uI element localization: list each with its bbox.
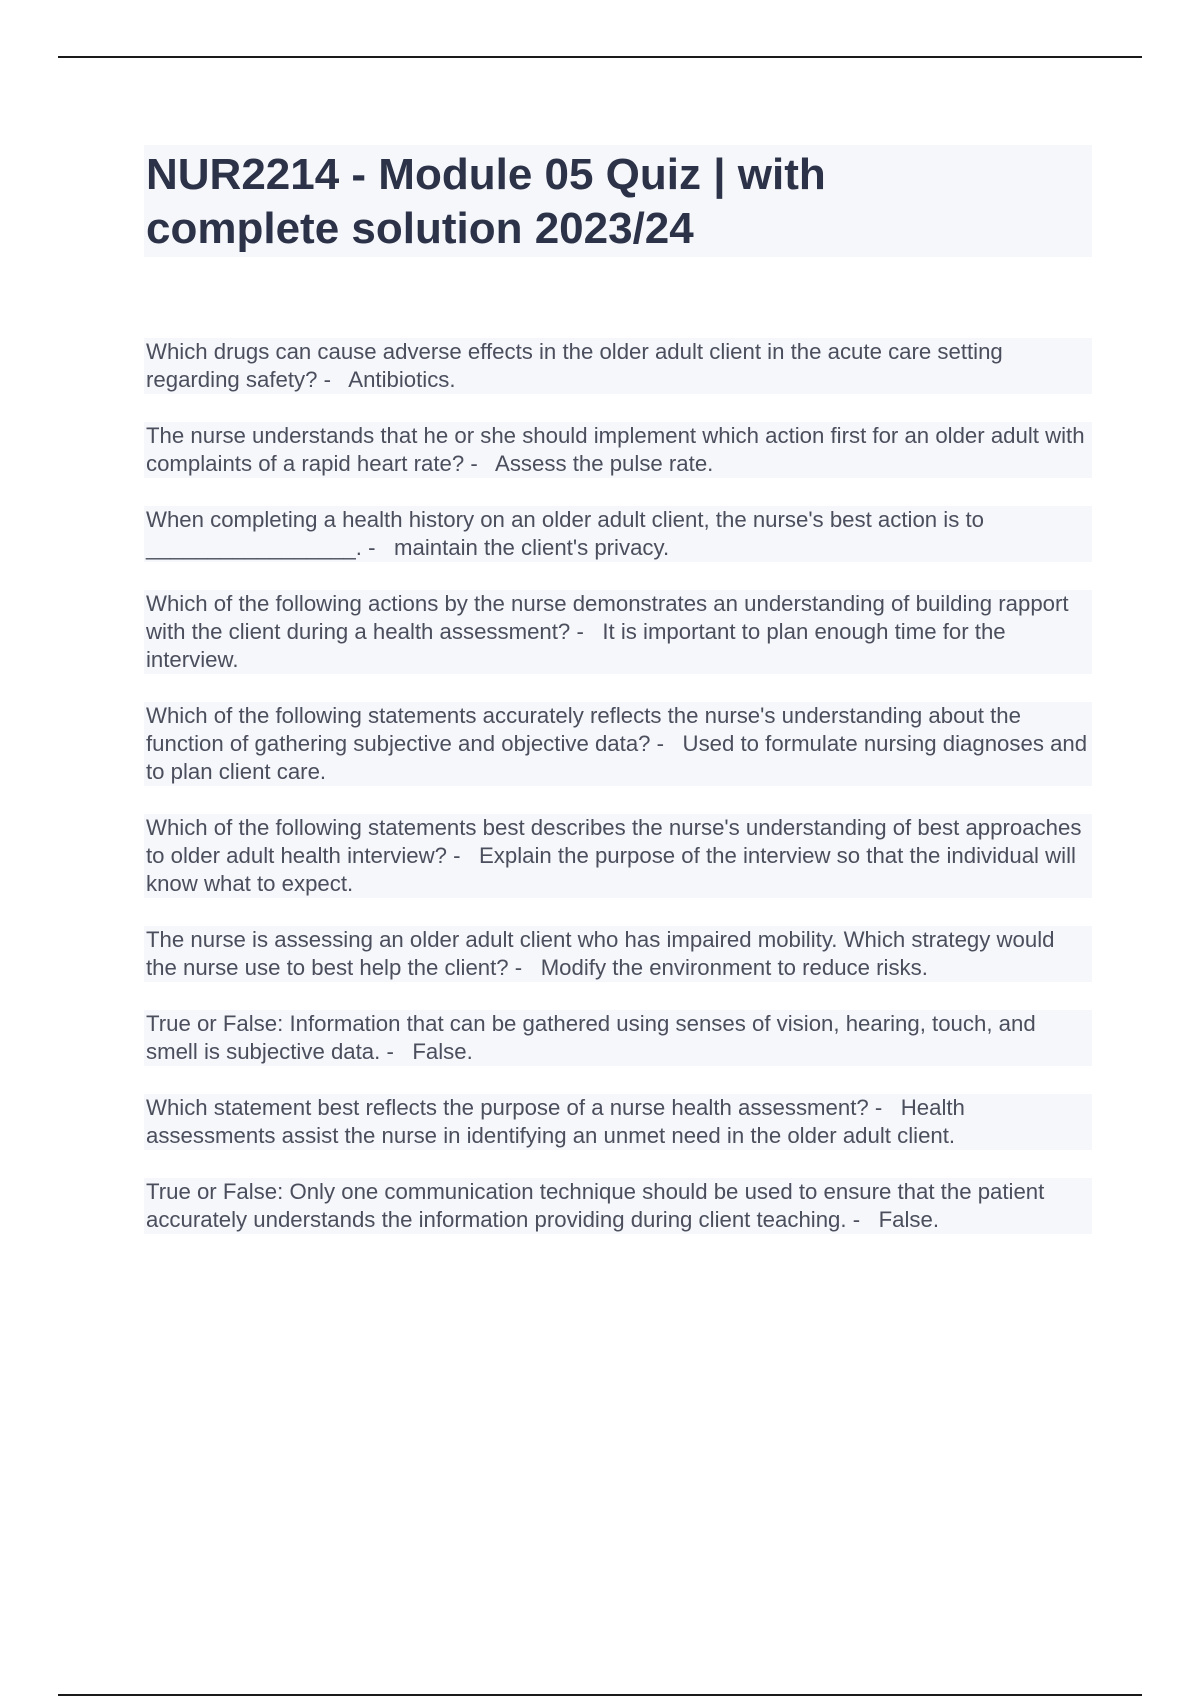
title-line-2: complete solution 2023/24 bbox=[146, 204, 694, 253]
qa-item: Which statement best reflects the purpose of a nurse health assessment? - Health assessments assist the nurse in identifying an unmet need in the older adult client. bbox=[144, 1094, 1092, 1150]
page-title bbox=[146, 145, 1092, 256]
answer-text: Used to formulate nursing diagnoses and to plan client care. bbox=[146, 731, 1088, 784]
question-text: Which of the following statements best describes the nurse's understanding of best approaches to older adult health interview? bbox=[146, 815, 1082, 868]
answer-text: Antibiotics. bbox=[348, 367, 456, 392]
answer-text: It is important to plan enough time for the interview. bbox=[146, 619, 1006, 672]
question-text: True or False: Information that can be gathered using senses of vision, hearing, touch, and smell is subjective data. bbox=[146, 1011, 1036, 1064]
answer-text: False. bbox=[878, 1207, 940, 1232]
qa-item: Which drugs can cause adverse effects in the older adult client in the acute care setting regarding safety? - Antibiotics. bbox=[144, 338, 1092, 394]
qa-item: The nurse is assessing an older adult client who has impaired mobility. Which strategy would the nurse use to best help the client? - Modify the environment to reduce risks. bbox=[144, 926, 1092, 982]
answer-text: Modify the environment to reduce risks. bbox=[540, 955, 928, 980]
qa-list bbox=[144, 338, 1092, 1262]
qa-item: True or False: Information that can be gathered using senses of vision, hearing, touch, and smell is subjective data. - False. bbox=[144, 1010, 1092, 1066]
top-rule bbox=[58, 56, 1142, 58]
qa-item: True or False: Only one communication technique should be used to ensure that the patient accurately understands the information providing during client teaching. - False. bbox=[144, 1178, 1092, 1234]
qa-item: The nurse understands that he or she should implement which action first for an older adult with complaints of a rapid heart rate? - Assess the pulse rate. bbox=[144, 422, 1092, 478]
question-text: When completing a health history on an older adult client, the nurse's best action is to _________________. bbox=[146, 507, 984, 560]
qa-item: Which of the following statements accurately reflects the nurse's understanding about the function of gathering subjective and objective data? - Used to formulate nursing diagnoses and to plan client care. bbox=[144, 702, 1092, 786]
title-line-1: NUR2214 - Module 05 Quiz | with bbox=[146, 150, 826, 199]
qa-item: Which of the following actions by the nurse demonstrates an understanding of building rapport with the client during a health assessment? - It is important to plan enough time for the interview. bbox=[144, 590, 1092, 674]
question-text: Which of the following actions by the nurse demonstrates an understanding of building rapport with the client during a health assessment? bbox=[146, 591, 1069, 644]
question-text: Which of the following statements accurately reflects the nurse's understanding about the function of gathering subjective and objective data? bbox=[146, 703, 1021, 756]
answer-text: Assess the pulse rate. bbox=[495, 451, 714, 476]
title-block bbox=[144, 145, 1092, 257]
question-text: Which statement best reflects the purpose of a nurse health assessment? bbox=[146, 1095, 869, 1120]
question-text: Which drugs can cause adverse effects in the older adult client in the acute care setting regarding safety? bbox=[146, 339, 1003, 392]
question-text: The nurse understands that he or she should implement which action first for an older adult with complaints of a rapid heart rate? bbox=[146, 423, 1085, 476]
answer-text: False. bbox=[412, 1039, 473, 1064]
answer-text: Health assessments assist the nurse in identifying an unmet need in the older adult client. bbox=[146, 1095, 965, 1148]
qa-item: When completing a health history on an older adult client, the nurse's best action is to _________________. - maintain the client's privacy. bbox=[144, 506, 1092, 562]
qa-item: Which of the following statements best describes the nurse's understanding of best approaches to older adult health interview? - Explain the purpose of the interview so that the individual will know what to expect. bbox=[144, 814, 1092, 898]
question-text: True or False: Only one communication technique should be used to ensure that the patient accurately understands the information providing during client teaching. bbox=[146, 1179, 1045, 1232]
answer-text: Explain the purpose of the interview so that the individual will know what to expect. bbox=[146, 843, 1076, 896]
bottom-rule bbox=[58, 1694, 1142, 1696]
answer-text: maintain the client's privacy. bbox=[394, 535, 670, 560]
question-text: The nurse is assessing an older adult client who has impaired mobility. Which strategy would the nurse use to best help the client? bbox=[146, 927, 1055, 980]
